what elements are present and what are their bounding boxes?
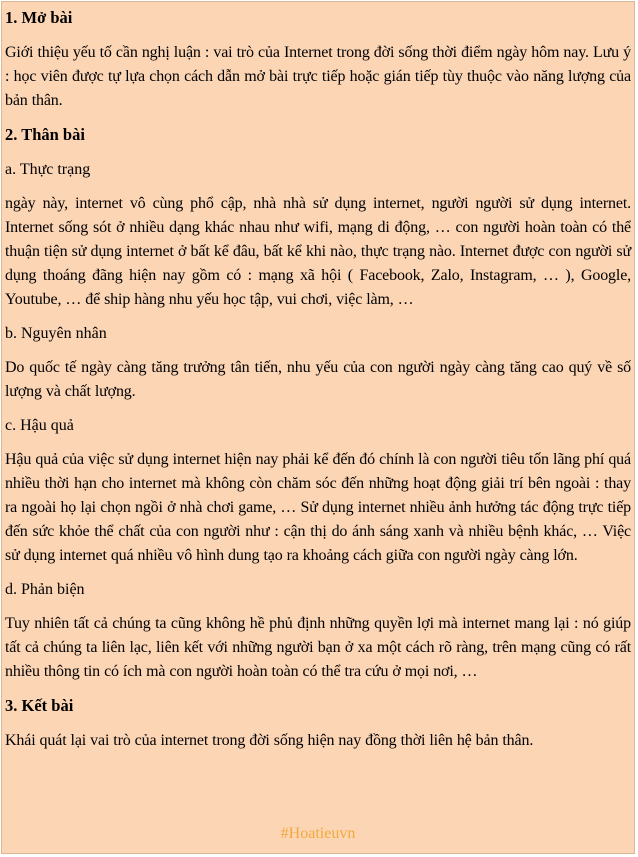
paragraph-thuc-trang: ngày này, internet vô cùng phổ cập, nhà nhà sử dụng internet, người người sử dụng internet. Internet sống sót ở nhiều dạng khác nhau như wifi, mạng di động, … con người hoàn toàn có thể thuận tiện sử dụng internet ở bất kể đâu, bất kể khi nào, thực trạng nào. Internet được con người sử dụng thoáng đãng hiện nay gồm có : mạng xã hội ( Facebook, Zalo, Instagram, … ), Google, Youtube, … để ship hàng nhu yếu học tập, vui chơi, việc làm, … <box>5 195 631 308</box>
paragraph-mo-bai: Giới thiệu yếu tố cần nghị luận : vai trò của Internet trong đời sống thời điểm ngày hôm nay. Lưu ý : học viên được tự lựa chọn cách dẫn mở bài trực tiếp hoặc gián tiếp tùy thuộc vào năng lượng của bản thân. <box>5 44 631 109</box>
section-heading-ket-bai: 3. Kết bài <box>5 696 74 715</box>
section-heading-than-bai: 2. Thân bài <box>5 125 85 144</box>
section-heading-mo-bai: 1. Mở bài <box>5 8 73 27</box>
document-page <box>1 1 635 854</box>
document-content <box>5 6 631 763</box>
subheading-phan-bien: d. Phản biện <box>5 581 85 598</box>
paragraph-nguyen-nhan: Do quốc tế ngày càng tăng trưởng tân tiến, nhu yếu của con người ngày càng tăng cao quý về số lượng và chất lượng. <box>5 359 631 400</box>
paragraph-phan-bien: Tuy nhiên tất cả chúng ta cũng không hề phủ định những quyền lợi mà internet mang lại : nó giúp tất cả chúng ta liên lạc, liên kết với những người bạn ở xa một cách rõ ràng, trên mạng cũng có rất nhiều thông tin có ích mà con người hoàn toàn có thể tra cứu ở mọi nơi, … <box>5 615 631 680</box>
subheading-hau-qua: c. Hậu quả <box>5 417 74 434</box>
watermark-text: #Hoatieuvn <box>280 825 356 842</box>
paragraph-hau-qua: Hậu quả của việc sử dụng internet hiện nay phải kể đến đó chính là con người tiêu tốn lãng phí quá nhiều thời hạn cho internet mà không còn chăm sóc đến những hoạt động giải trí bên ngoài : thay ra ngoài họ lại chọn ngồi ở nhà chơi game, … Sử dụng internet nhiều ảnh hưởng tác động trực tiếp đến sức khỏe thể chất của con người như : cận thị do ánh sáng xanh và nhiều bệnh khác, … Việc sử dụng internet quá nhiều vô hình dung tạo ra khoảng cách giữa con người ngày càng lớn. <box>5 451 631 564</box>
subheading-thuc-trang: a. Thực trạng <box>5 161 91 178</box>
subheading-nguyen-nhan: b. Nguyên nhân <box>5 325 107 342</box>
paragraph-ket-bai: Khái quát lại vai trò của internet trong đời sống hiện nay đồng thời liên hệ bản thân. <box>5 732 534 749</box>
